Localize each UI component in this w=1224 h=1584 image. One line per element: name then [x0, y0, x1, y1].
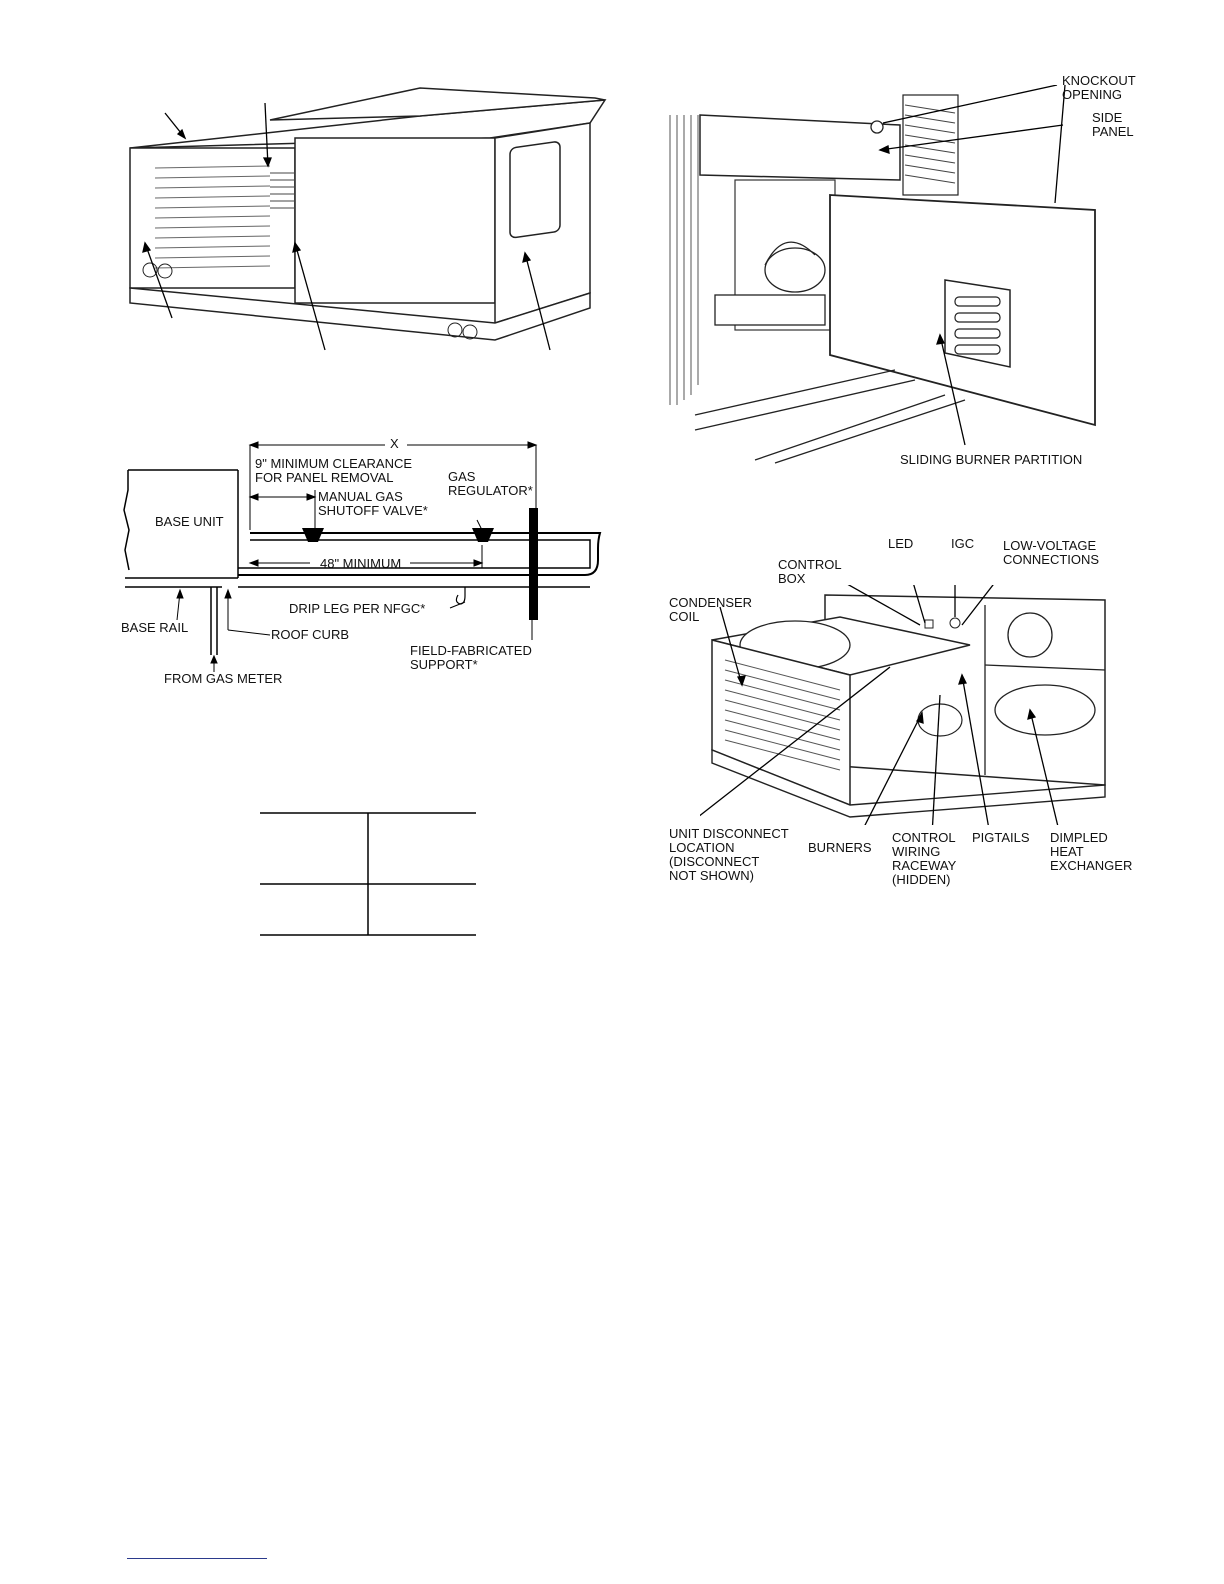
manual-valve-label: MANUAL GAS SHUTOFF VALVE*: [318, 489, 428, 518]
dimension-x-label: X: [390, 436, 399, 451]
footer-rule: [127, 1558, 267, 1559]
empty-table: [258, 810, 478, 940]
min48-label: 48" MINIMUM: [320, 556, 402, 571]
base-unit-label: BASE UNIT: [155, 514, 224, 529]
side-panel-label: SIDE PANEL: [1092, 110, 1134, 139]
igc-label: IGC: [951, 536, 975, 551]
burner-partition-illustration: [665, 85, 1105, 465]
knockout-label: KNOCKOUT OPENING: [1062, 73, 1136, 102]
control-box-label: CONTROL BOX: [778, 557, 842, 586]
burners-label: BURNERS: [808, 840, 872, 855]
clearance-label: 9" MINIMUM CLEARANCE FOR PANEL REMOVAL: [255, 456, 413, 485]
unit-panels-illustration: [120, 78, 620, 358]
condenser-label: CONDENSER COIL: [669, 595, 753, 624]
sliding-partition-label: SLIDING BURNER PARTITION: [900, 452, 1083, 467]
disconnect-label: UNIT DISCONNECT LOCATION (DISCONNECT NOT SHOWN): [669, 826, 789, 883]
raceway-label: CONTROL WIRING RACEWAY (HIDDEN): [892, 830, 957, 887]
base-rail-label: BASE RAIL: [121, 620, 189, 635]
pigtails-label: PIGTAILS: [972, 830, 1030, 845]
roof-curb-label: ROOF CURB: [271, 627, 349, 642]
support-label: FIELD-FABRICATED SUPPORT*: [410, 643, 532, 672]
gas-regulator-label: GAS REGULATOR*: [448, 469, 533, 498]
low-voltage-label: LOW-VOLTAGE CONNECTIONS: [1003, 538, 1100, 567]
heat-exchanger-label: DIMPLED HEAT EXCHANGER: [1050, 830, 1133, 873]
led-label: LED: [888, 536, 914, 551]
unit-components-illustration: [700, 585, 1120, 825]
from-meter-label: FROM GAS METER: [164, 671, 283, 686]
drip-leg-label: DRIP LEG PER NFGC*: [289, 601, 426, 616]
